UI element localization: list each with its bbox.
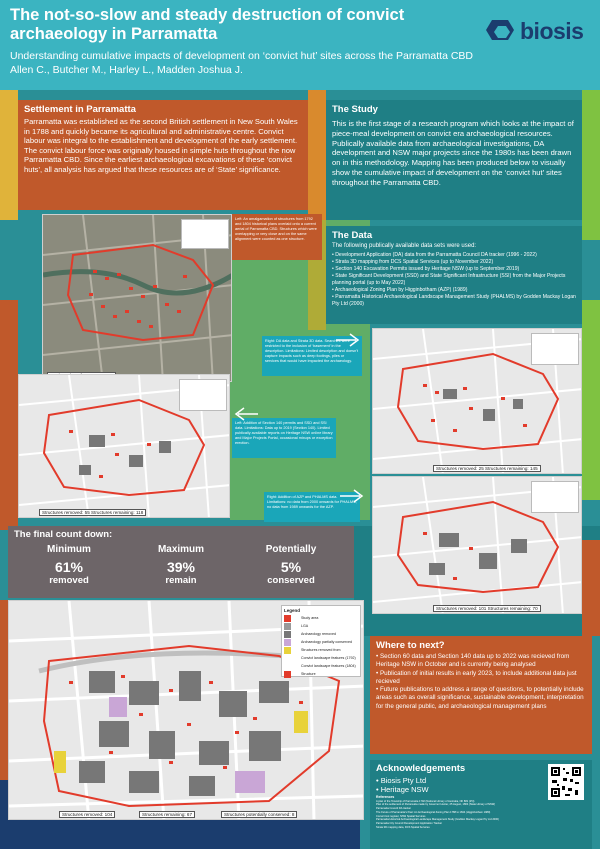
settlement-body: Parramatta was established as the second British settlement in New South Wales in 1788 and quickly became its agricultural and administrative centre. Convict labour was integral to the establishment and development of the early settlement. The convict labour force was originally housed in simple huts throughout the now Parramatta CBD. Since the earliest archaeological excavations of these ‘convict huts’, all analysis has argued that these resources are of ‘State’ significance. <box>24 117 298 174</box>
map2-count-label: Structures removed: 25 Structures remaining: 145 <box>433 465 541 472</box>
qr-code-icon[interactable] <box>548 764 584 800</box>
data-list-item: • Development Application (DA) data from the Parramatta Council DA tracker (1996 - 2022) <box>332 251 537 258</box>
reference-item: Parramatta Council DA tracker <box>376 807 412 811</box>
map-s140-data <box>18 374 230 518</box>
stat-maximum <box>126 544 236 586</box>
stat-minimum <box>14 544 124 586</box>
bg-block <box>582 540 600 636</box>
final-count-heading: The final count down: <box>14 529 113 540</box>
reference-item: Strata 3D mapping data, DCS Spatial Services <box>376 825 430 829</box>
map-legend <box>181 219 229 249</box>
settlement-section <box>18 100 308 210</box>
biosis-logo-text: biosis <box>520 18 584 44</box>
map-final-result <box>8 600 364 820</box>
settlement-heading: Settlement in Parramatta <box>24 104 136 115</box>
legend-item: Convict landscape features (1804) <box>284 663 358 670</box>
references <box>376 796 548 829</box>
map-aerial <box>42 214 232 382</box>
map-legend <box>531 481 579 513</box>
legend-title: Legend <box>284 608 301 613</box>
stat-value: 61% <box>54 559 84 575</box>
stat-sub: conserved <box>267 575 315 586</box>
callout-azp-note: Right: Addition of AZP and PHALMS data. Limitations: no data from 2000 onwards for PHALMS, no data from 1989 onwards for the AZP. <box>264 492 360 522</box>
data-list-item: • Strata 3D mapping from DCS Spatial Services (up to November 2022) <box>332 258 494 265</box>
callout-aerial-note: Left: An amalgamation of structures from 1792 and 1804 historical plans overlaid onto a current aerial of Parramatta CBD. Structures which were overlapping or very close and on the same alignment were counted as one structure. <box>232 214 322 260</box>
arrow-icon <box>334 330 362 350</box>
stat-value: 39% <box>166 559 196 575</box>
data-section <box>326 226 582 324</box>
bg-block <box>582 300 600 500</box>
legend-item: Convict landscape features (1792) <box>284 655 358 662</box>
map-legend <box>179 379 227 411</box>
map-da-data <box>372 328 582 474</box>
next-item: • Future publications to address a range of questions, to potentially include areas such as overall significance, sustainable development, interpretation for the general public, and archaeological management plans <box>376 686 584 710</box>
legend-item: Study area <box>284 615 358 622</box>
reference-item: A plan of the Township of Parramatta 1792 (National Library of Australia, NK 881 (25)) <box>376 799 475 803</box>
poster-title: The not-so-slow and steady destruction of convict archaeology in Parramatta <box>10 6 405 43</box>
ack-heading: Acknowledgements <box>376 763 466 774</box>
study-section <box>326 100 582 220</box>
poster-subtitle: Understanding cumulative impacts of development on ‘convict hut’ sites across the Parramatta CBD <box>10 50 473 62</box>
next-item: • Publication of initial results in early 2023, to include additional data just recieved <box>376 669 577 685</box>
final-map-legend <box>281 605 361 677</box>
reference-item: Parramatta Historical Archaeological Landscape Management Study (Godden Mackay Logan Pty Ltd 2000) <box>376 818 499 822</box>
map5-conserved-label: Structures potentially conserved: 8 <box>221 811 297 818</box>
reference-item: The Future of Parramatta's Past: An Archaeological Zoning Plan 1788 to 1844 (Higginbotham 1989) <box>376 810 491 814</box>
arrow-icon <box>338 486 366 506</box>
bg-block <box>582 90 600 240</box>
references-heading: References <box>376 795 395 799</box>
data-intro: The following publically available data sets were used: <box>332 243 477 249</box>
next-list <box>376 653 586 711</box>
stat-potentially <box>236 544 346 586</box>
map5-remaining-label: Structures remaining: 67 <box>139 811 195 818</box>
stat-label: Maximum <box>157 544 205 555</box>
next-heading: Where to next? <box>376 640 445 651</box>
bg-block <box>0 90 18 220</box>
legend-item: Structures removed from <box>284 647 358 654</box>
callout-s140-note: Left: Addition of Section 140 permits and SSD and SSI data. Limitations: Data up to 2019 (Section 140). Limited publically available reports on Heritage NSW online library and Major Projects Portal, occasional mixups or exception erection. <box>232 418 336 458</box>
map-azp-phalms <box>372 476 582 614</box>
reference-item: Convict Hut register, NSW Spatial Services <box>376 814 426 818</box>
ack-item: • Biosis Pty Ltd <box>376 776 427 785</box>
ack-item: • Heritage NSW <box>376 785 429 795</box>
map-legend <box>531 333 579 365</box>
data-list <box>332 252 576 308</box>
stat-label: Minimum <box>47 544 91 555</box>
bg-block <box>0 300 18 530</box>
stat-sub: removed <box>49 575 89 586</box>
legend-item: Structure <box>284 671 358 678</box>
stat-value: 5% <box>280 559 302 575</box>
next-steps-section <box>370 636 592 754</box>
callout-da-note: Right: DA data and Strata 3D data. Searches were restricted to the inclusion of ‘basement’ in the description. Limitations: Limited description and doesn’t capture impacts such as deep footings, piles or services that would have impacted the archaeology. <box>262 336 362 376</box>
final-count-section <box>8 526 354 598</box>
stat-label: Potentially <box>265 544 317 555</box>
study-body: This is the first stage of a research program which looks at the impact of piece-meal development on convict era archaeological resources. Publically available data from archaeological investigations, DA development and NSW major projects since the 1980s has been drawn on in this methodology. Mapping has been produced below to visually show the cumulative impact of development on the ‘convict hut’ sites throughout the Parramatta CBD. <box>332 119 574 187</box>
data-heading: The Data <box>332 230 373 241</box>
arrow-icon <box>232 404 260 424</box>
data-list-item: • Section 140 Excavation Permits issued by Heritage NSW (up to September 2019) <box>332 265 520 272</box>
data-list-item: • State Significant Development (SSD) and State Significant Infrastructure (SSI) from the Major Projects planning portal (up to May 2022) <box>332 272 566 286</box>
data-list-item: • Parramatta Historical Archaeological Landscape Management Study (PHALMS) by Godden Mackay Logan Pty Ltd (2000) <box>332 293 576 307</box>
map5-removed-label: Structures removed: 104 <box>59 811 115 818</box>
data-list-item: • Archaeological Zoning Plan by Higginbotham (AZP) (1989) <box>332 286 468 293</box>
study-heading: The Study <box>332 104 378 115</box>
legend-item: Archaeology partially conserved <box>284 639 358 646</box>
next-item: • Section 60 data and Section 140 data up to 2022 was recieved from Heritage NSW in October and is currently being analysed <box>376 653 570 669</box>
map4-count-label: Structures removed: 101 Structures remaining: 70 <box>433 605 541 612</box>
stat-sub: remain <box>165 575 197 586</box>
legend-item: Archaeology removed <box>284 631 358 638</box>
legend-item: LGA <box>284 623 358 630</box>
reference-item: Parramatta City Council Development Application Tracker <box>376 821 443 825</box>
reference-item: Plan of the settlement of Parramatta made by Governor Hunter, 25 August, 1804 (State Library of NSW) <box>376 803 496 807</box>
map3-count-label: Structures removed: 55 Structures remaining: 118 <box>39 509 146 516</box>
acknowledgements-section <box>370 760 592 849</box>
poster-authors: Allen C., Butcher M., Harley L., Madden Joshua J. <box>10 64 243 76</box>
